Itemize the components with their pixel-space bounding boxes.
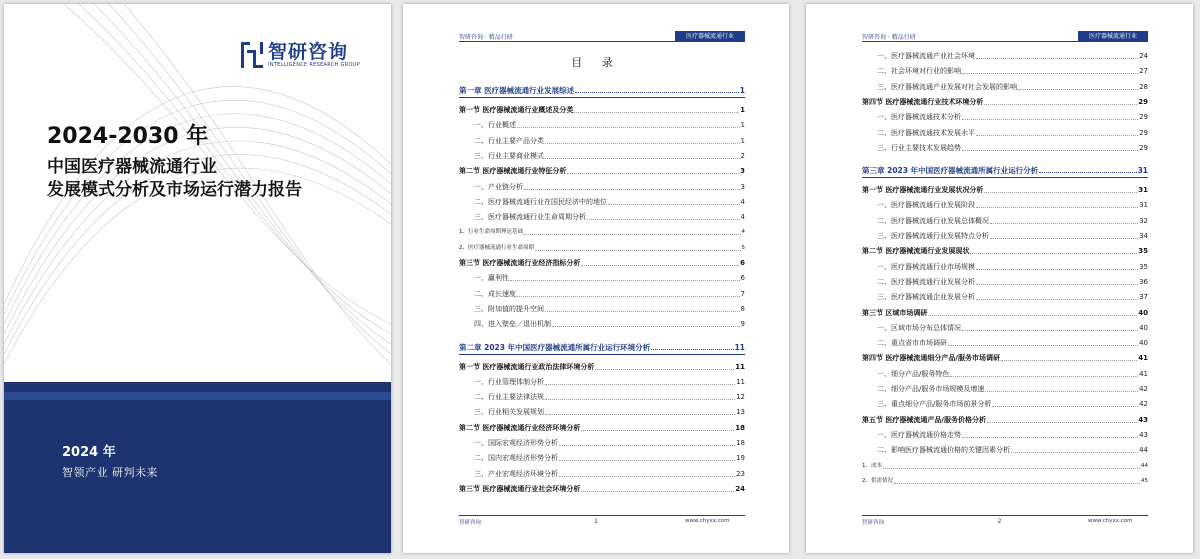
toc-section[interactable] bbox=[459, 106, 745, 115]
toc-item[interactable] bbox=[459, 198, 745, 207]
toc-entry-page: 36 bbox=[1139, 277, 1148, 286]
toc-item[interactable] bbox=[862, 339, 1148, 348]
cover-title-block bbox=[47, 119, 302, 202]
toc-leader-dots bbox=[948, 345, 1138, 346]
toc-item[interactable] bbox=[862, 83, 1148, 92]
cover-page bbox=[4, 4, 391, 553]
toc-entry-page: 24 bbox=[735, 484, 745, 493]
toc-leader-dots bbox=[559, 460, 735, 461]
toc-leader-dots bbox=[581, 265, 739, 266]
toc-section[interactable] bbox=[862, 416, 1148, 425]
toc-leader-dots bbox=[581, 491, 734, 492]
toc-entry-title: 第一节 医疗器械流通行业政治法律环境分析 bbox=[459, 362, 595, 371]
toc-item[interactable] bbox=[862, 201, 1148, 210]
toc-item[interactable] bbox=[862, 52, 1148, 61]
cover-band-stripe bbox=[4, 392, 391, 400]
toc-entry-page: 32 bbox=[1139, 216, 1148, 225]
toc-leader-dots bbox=[545, 399, 735, 400]
toc-entry-title: 一、行业管理体制分析 bbox=[474, 377, 544, 386]
toc-entry-title: 第二节 医疗器械流通行业特征分析 bbox=[459, 167, 567, 176]
toc-item[interactable] bbox=[459, 378, 745, 387]
toc-leader-dots bbox=[976, 269, 1138, 270]
toc-leader-dots bbox=[1018, 89, 1138, 90]
toc-entry-page: 11 bbox=[735, 362, 745, 371]
toc-item[interactable] bbox=[459, 305, 745, 314]
toc-entry-page: 40 bbox=[1139, 323, 1148, 332]
toc-leader-dots bbox=[545, 311, 740, 312]
toc-leader-dots bbox=[950, 376, 1138, 377]
toc-entry-title: 一、国际宏观经济形势分析 bbox=[474, 439, 558, 447]
toc-heading: 目 录 bbox=[571, 56, 621, 69]
toc-item[interactable] bbox=[862, 370, 1148, 379]
toc-chapter[interactable] bbox=[862, 166, 1148, 175]
toc-entry-page: 34 bbox=[1139, 232, 1148, 240]
toc-entry-title: 二、行业主要法律法规 bbox=[474, 393, 544, 402]
toc-leader-dots bbox=[574, 112, 739, 113]
toc-item[interactable] bbox=[862, 385, 1148, 394]
toc-entry-page: 43 bbox=[1139, 430, 1148, 439]
toc-entry-page: 44 bbox=[1141, 462, 1148, 469]
toc-item[interactable] bbox=[459, 320, 745, 329]
toc-leader-dots bbox=[985, 391, 1138, 392]
toc-item[interactable] bbox=[862, 400, 1148, 409]
brand-logo bbox=[241, 42, 360, 68]
toc-entry-title: 一、区域市场分布总体情况 bbox=[877, 323, 961, 332]
toc-entry-title: 第二章 2023 年中国医疗器械流通所属行业运行环境分析 bbox=[459, 342, 651, 352]
toc-leader-dots bbox=[545, 414, 735, 415]
toc-section[interactable] bbox=[459, 167, 745, 176]
toc-entry-page: 42 bbox=[1139, 385, 1148, 393]
toc-section[interactable] bbox=[862, 186, 1148, 195]
toc-entry-title: 二、成长速度 bbox=[474, 289, 516, 298]
toc-entry-title: 一、医疗器械流通技术分析 bbox=[877, 113, 961, 122]
report-title-line1: 中国医疗器械流通行业 bbox=[47, 157, 217, 177]
toc-leader-dots bbox=[928, 315, 1137, 316]
toc-item[interactable] bbox=[862, 477, 1148, 486]
toc-entry-title: 第四节 医疗器械流通细分产品/服务市场调研 bbox=[862, 354, 1000, 363]
toc-entry-title: 二、影响医疗器械流通价格的关键因素分析 bbox=[877, 446, 1010, 455]
toc-item[interactable] bbox=[459, 274, 745, 283]
toc-entry-page: 40 bbox=[1138, 308, 1148, 317]
toc-leader-dots bbox=[559, 445, 735, 446]
toc-leader-dots bbox=[976, 284, 1138, 285]
toc-entry-title: 三、行业主要技术发展趋势 bbox=[877, 143, 961, 152]
toc-leader-dots bbox=[962, 73, 1138, 74]
toc-entry-title: 第三节 医疗器械流通行业经济指标分析 bbox=[459, 259, 581, 267]
toc-entry-page: 2 bbox=[740, 151, 745, 160]
toc-entry-page: 18 bbox=[736, 439, 745, 447]
toc-item[interactable] bbox=[862, 67, 1148, 76]
toc-page-2 bbox=[806, 4, 1193, 553]
toc-item[interactable] bbox=[862, 129, 1148, 138]
toc-item[interactable] bbox=[459, 137, 745, 146]
toc-leader-dots bbox=[1001, 360, 1137, 361]
toc-entry-page: 1 bbox=[740, 106, 745, 114]
toc-leader-dots bbox=[962, 437, 1138, 438]
toc-page-1 bbox=[403, 4, 789, 553]
page-number: 2 bbox=[997, 518, 1002, 525]
publish-year: 2024 年 bbox=[62, 445, 116, 460]
toc-item[interactable] bbox=[862, 293, 1148, 302]
toc-leader-dots bbox=[976, 207, 1138, 208]
toc-entry-title: 第一节 医疗器械流通行业概述及分类 bbox=[459, 106, 574, 114]
page-header-left: 智研咨询 · 精品行研 bbox=[459, 34, 513, 41]
header-divider bbox=[862, 41, 1148, 42]
toc-entry-page: 13 bbox=[736, 408, 745, 417]
toc-entry-title: 三、医疗器械流通行业发展特点分析 bbox=[877, 232, 989, 240]
toc-leader-dots bbox=[984, 192, 1137, 193]
toc-leader-dots bbox=[608, 204, 740, 205]
toc-entry-title: 二、医疗器械流通行业发展总体概况 bbox=[877, 216, 989, 225]
toc-leader-dots bbox=[552, 326, 740, 327]
toc-section[interactable] bbox=[459, 424, 745, 433]
toc-item[interactable] bbox=[862, 144, 1148, 153]
toc-item[interactable] bbox=[862, 324, 1148, 333]
toc-leader-dots bbox=[970, 253, 1137, 254]
footer-url: www.chyxx.com bbox=[685, 518, 730, 524]
toc-entry-title: 二、国内宏观经济形势分析 bbox=[474, 454, 558, 463]
footer-logo: 智研咨询 bbox=[459, 520, 482, 526]
toc-item[interactable] bbox=[862, 263, 1148, 272]
toc-leader-dots bbox=[545, 143, 740, 144]
toc-leader-dots bbox=[976, 135, 1138, 136]
toc-leader-dots bbox=[1039, 172, 1136, 173]
toc-leader-dots bbox=[987, 422, 1137, 423]
toc-entry-title: 一、细分产品/服务特色 bbox=[877, 369, 950, 378]
toc-leader-dots bbox=[990, 238, 1138, 239]
toc-entry-page: 1 bbox=[739, 86, 745, 95]
toc-entry-page: 11 bbox=[734, 342, 745, 352]
slogan: 智领产业 研判未来 bbox=[62, 466, 158, 479]
toc-entry-title: 第三节 区域市场调研 bbox=[862, 308, 928, 317]
toc-leader-dots bbox=[990, 223, 1138, 224]
page-number: 1 bbox=[594, 518, 598, 525]
brand-logo-icon bbox=[241, 42, 263, 68]
toc-section[interactable] bbox=[862, 247, 1148, 256]
toc-entry-page: 12 bbox=[736, 393, 745, 402]
toc-entry-title: 三、重点细分产品/服务市场前景分析 bbox=[877, 400, 992, 409]
toc-entry-title: 第一节 医疗器械流通行业发展状况分析 bbox=[862, 186, 984, 195]
toc-entry-page: 1 bbox=[740, 136, 745, 145]
toc-entry-page: 29 bbox=[1138, 97, 1148, 106]
toc-leader-dots bbox=[524, 189, 740, 190]
toc-entry-page: 18 bbox=[735, 423, 745, 432]
toc-entry-page: 5 bbox=[741, 244, 745, 251]
toc-entry-page: 23 bbox=[736, 469, 745, 478]
toc-leader-dots bbox=[535, 250, 740, 251]
toc-entry-page: 31 bbox=[1137, 166, 1148, 176]
toc-item[interactable] bbox=[459, 470, 745, 479]
toc-entry-page: 3 bbox=[740, 182, 745, 191]
toc-entry-title: 三、医疗器械流通产业发展对社会发展的影响 bbox=[877, 82, 1017, 91]
toc-entry-title: 2、医疗器械流通行业生命周期 bbox=[459, 244, 535, 251]
toc-entry-page: 1 bbox=[740, 121, 745, 130]
toc-entry-page: 8 bbox=[740, 304, 745, 313]
toc-entry-title: 二、医疗器械流通行业发展分析 bbox=[877, 277, 975, 286]
chapter-divider bbox=[459, 354, 745, 355]
toc-entry-page: 4 bbox=[740, 213, 745, 222]
year-range: 2024-2030 年 bbox=[47, 124, 209, 149]
toc-entry-title: 一、赢利性 bbox=[474, 274, 509, 283]
report-title-line2: 发展模式分析及市场运行潜力报告 bbox=[47, 180, 302, 200]
header-divider bbox=[459, 41, 745, 42]
toc-entry-title: 三、行业主要商业模式 bbox=[474, 151, 544, 160]
toc-entry-title: 1、成本 bbox=[862, 462, 882, 469]
footer-url: www.chyxx.com bbox=[1088, 518, 1133, 524]
toc-entry-title: 二、医疗器械流通行业在国民经济中的地位 bbox=[474, 197, 607, 206]
brand-name: 智研咨询 bbox=[268, 41, 349, 63]
toc-item[interactable] bbox=[459, 213, 745, 222]
toc-leader-dots bbox=[992, 406, 1138, 407]
toc-entry-title: 二、细分产品/服务市场规模及增速 bbox=[877, 385, 985, 393]
toc-entry-page: 41 bbox=[1138, 354, 1148, 363]
brand-name-en: INTELLIGENCE RESEARCH GROUP bbox=[268, 62, 360, 68]
toc-leader-dots bbox=[581, 430, 734, 431]
toc-entry-title: 四、进入壁垒／退出机制 bbox=[474, 320, 551, 329]
toc-item[interactable] bbox=[459, 454, 745, 463]
chapter-divider bbox=[862, 177, 1148, 178]
toc-leader-dots bbox=[567, 173, 739, 174]
toc-leader-dots bbox=[517, 127, 740, 128]
footer-divider bbox=[459, 515, 745, 516]
toc-section[interactable] bbox=[862, 309, 1148, 318]
toc-entry-title: 第二节 医疗器械流通行业发展现状 bbox=[862, 247, 970, 256]
toc-item[interactable] bbox=[862, 462, 1148, 471]
toc-item[interactable] bbox=[459, 244, 745, 253]
toc-entry-page: 31 bbox=[1139, 201, 1148, 210]
toc-item[interactable] bbox=[862, 446, 1148, 455]
toc-entry-title: 第四节 医疗器械流通行业技术环境分析 bbox=[862, 97, 984, 106]
toc-leader-dots bbox=[510, 280, 740, 281]
toc-entry-title: 一、产业链分析 bbox=[474, 182, 523, 191]
page-header-tab: 医疗器械流通行业 bbox=[1078, 31, 1148, 42]
toc-item[interactable] bbox=[459, 228, 745, 237]
toc-entry-page: 28 bbox=[1139, 82, 1148, 91]
toc-entry-page: 43 bbox=[1138, 415, 1148, 424]
toc-leader-dots bbox=[984, 104, 1137, 105]
toc-entry-title: 第一章 医疗器械流通行业发展综述 bbox=[459, 86, 575, 95]
toc-entry-page: 4 bbox=[741, 229, 745, 236]
toc-leader-dots bbox=[545, 158, 740, 159]
toc-leader-dots bbox=[559, 476, 735, 477]
toc-chapter[interactable] bbox=[459, 86, 745, 95]
toc-entry-page: 41 bbox=[1139, 369, 1148, 378]
toc-section[interactable] bbox=[862, 354, 1148, 363]
toc-section[interactable] bbox=[459, 259, 745, 268]
toc-leader-dots bbox=[894, 483, 1140, 484]
toc-item[interactable] bbox=[459, 121, 745, 130]
toc-entry-page: 29 bbox=[1139, 128, 1148, 137]
toc-section[interactable] bbox=[862, 98, 1148, 107]
toc-entry-title: 第三章 2023 年中国医疗器械流通所属行业运行分析 bbox=[862, 166, 1039, 176]
toc-entry-title: 三、产业宏观经济环境分析 bbox=[474, 469, 558, 478]
toc-entry-page: 45 bbox=[1141, 477, 1148, 484]
toc-entry-title: 1、行业生命周期理论基础 bbox=[459, 229, 524, 236]
toc-chapter[interactable] bbox=[459, 343, 745, 352]
toc-item[interactable] bbox=[459, 290, 745, 299]
toc-item[interactable] bbox=[459, 439, 745, 448]
footer-divider bbox=[862, 515, 1148, 516]
toc-leader-dots bbox=[517, 296, 740, 297]
toc-entry-page: 29 bbox=[1139, 113, 1148, 122]
toc-item[interactable] bbox=[862, 232, 1148, 241]
toc-leader-dots bbox=[595, 369, 734, 370]
toc-leader-dots bbox=[1011, 452, 1138, 453]
toc-entry-title: 一、行业概述 bbox=[474, 121, 516, 130]
toc-entry-page: 11 bbox=[736, 377, 745, 386]
toc-entry-title: 第二节 医疗器械流通行业经济环境分析 bbox=[459, 423, 581, 432]
toc-entry-page: 35 bbox=[1138, 247, 1148, 256]
toc-entry-title: 第五节 医疗器械流通产品/服务价格分析 bbox=[862, 415, 986, 424]
toc-section[interactable] bbox=[459, 363, 745, 372]
toc-leader-dots bbox=[575, 92, 739, 93]
toc-entry-page: 27 bbox=[1139, 67, 1148, 76]
toc-entry-title: 一、医疗器械流通产业社会环境 bbox=[877, 52, 975, 60]
toc-section[interactable] bbox=[459, 485, 745, 494]
toc-entry-title: 一、医疗器械流通行业发展阶段 bbox=[877, 201, 975, 210]
toc-item[interactable] bbox=[459, 183, 745, 192]
toc-entry-title: 二、社会环境对行业的影响 bbox=[877, 67, 961, 76]
toc-leader-dots bbox=[976, 58, 1138, 59]
toc-entry-title: 三、行业相关发展规划 bbox=[474, 408, 544, 417]
toc-entry-title: 三、医疗器械流通行业生命周期分析 bbox=[474, 213, 586, 222]
toc-entry-title: 第三节 医疗器械流通行业社会环境分析 bbox=[459, 484, 581, 493]
footer-logo: 智研咨询 bbox=[862, 520, 885, 526]
toc-entry-page: 3 bbox=[740, 167, 745, 176]
toc-leader-dots bbox=[962, 119, 1138, 120]
toc-entry-title: 二、行业主要产品分类 bbox=[474, 136, 544, 145]
toc-item[interactable] bbox=[459, 408, 745, 417]
toc-entry-title: 2、供需情况 bbox=[862, 477, 893, 484]
toc-entry-page: 7 bbox=[740, 289, 745, 298]
toc-entry-title: 三、附加值的提升空间 bbox=[474, 304, 544, 313]
toc-entry-title: 一、医疗器械流通价格走势 bbox=[877, 430, 961, 439]
toc-leader-dots bbox=[587, 219, 740, 220]
toc-entry-page: 40 bbox=[1139, 339, 1148, 348]
toc-item[interactable] bbox=[862, 113, 1148, 122]
toc-item[interactable] bbox=[459, 393, 745, 402]
toc-leader-dots bbox=[883, 468, 1140, 469]
toc-leader-dots bbox=[524, 234, 740, 235]
toc-entry-page: 37 bbox=[1139, 293, 1148, 302]
toc-item[interactable] bbox=[862, 217, 1148, 226]
chapter-divider bbox=[459, 97, 745, 98]
toc-leader-dots bbox=[976, 299, 1138, 300]
toc-entry-page: 29 bbox=[1139, 143, 1148, 152]
toc-entry-page: 44 bbox=[1139, 446, 1148, 455]
toc-entry-page: 6 bbox=[740, 274, 745, 283]
toc-entry-page: 31 bbox=[1138, 186, 1148, 195]
toc-entry-page: 6 bbox=[740, 259, 745, 267]
toc-item[interactable] bbox=[862, 431, 1148, 440]
toc-leader-dots bbox=[545, 384, 735, 385]
toc-entry-page: 35 bbox=[1139, 262, 1148, 271]
toc-entry-title: 一、医疗器械流通行业市场规模 bbox=[877, 262, 975, 271]
toc-entry-title: 三、医疗器械流通企业发展分析 bbox=[877, 293, 975, 302]
toc-leader-dots bbox=[962, 150, 1138, 151]
toc-leader-dots bbox=[651, 349, 733, 350]
toc-item[interactable] bbox=[862, 278, 1148, 287]
toc-item[interactable] bbox=[459, 152, 745, 161]
page-header-left: 智研咨询 · 精品行研 bbox=[862, 34, 916, 41]
toc-entry-page: 9 bbox=[740, 320, 745, 329]
toc-entry-title: 二、医疗器械流通技术发展水平 bbox=[877, 128, 975, 137]
toc-entry-page: 24 bbox=[1139, 52, 1148, 60]
toc-entry-page: 42 bbox=[1139, 400, 1148, 409]
page-header-tab: 医疗器械流通行业 bbox=[675, 31, 745, 42]
toc-entry-page: 19 bbox=[736, 454, 745, 463]
toc-entry-title: 二、重点省市市场调研 bbox=[877, 339, 947, 348]
toc-leader-dots bbox=[962, 330, 1138, 331]
toc-entry-page: 4 bbox=[740, 197, 745, 206]
